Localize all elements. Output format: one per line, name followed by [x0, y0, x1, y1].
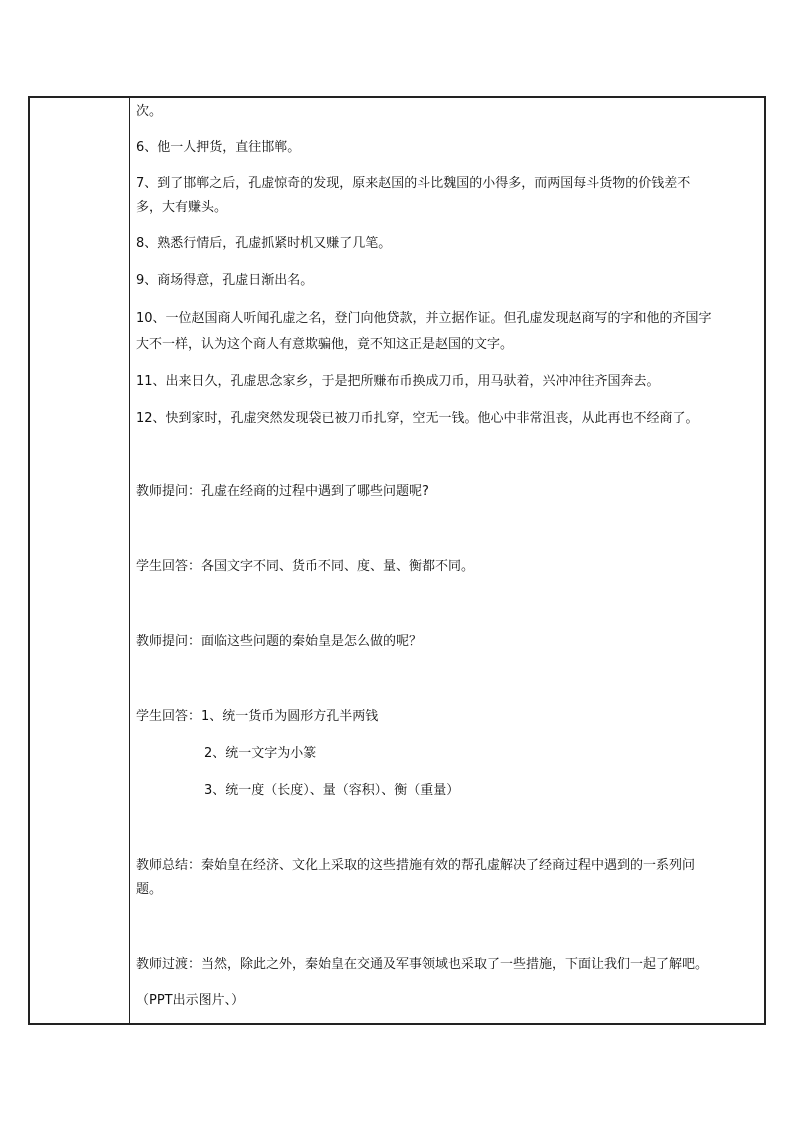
story-item-7-line-2: 多，大有赚头。 [136, 200, 228, 215]
story-item-6: 6、他一人押货，直往邯郸。 [136, 140, 301, 155]
student-answer-2-line-2: 2、统一文字为小篆 [204, 746, 317, 761]
story-item-7-line-1: 7、到了邯郸之后，孔虚惊奇的发现，原来赵国的斗比魏国的小得多，而两国每斗货物的价钱差不 [136, 176, 691, 191]
student-answer-2-line-1: 学生回答：1、统一货币为圆形方孔半两钱 [136, 709, 379, 724]
story-item-9: 9、商场得意，孔虚日渐出名。 [136, 273, 314, 288]
student-answer-1: 学生回答：各国文字不同、货币不同、度、量、衡都不同。 [136, 559, 475, 574]
content-cell [130, 98, 764, 1023]
teacher-summary-line-1: 教师总结：秦始皇在经济、文化上采取的这些措施有效的帮孔虚解决了经商过程中遇到的一系列问 [136, 858, 696, 873]
teacher-question-1: 教师提问：孔虚在经商的过程中遇到了哪些问题呢? [136, 484, 429, 499]
story-item-10-line-1: 10、一位赵国商人听闻孔虚之名，登门向他贷款，并立据作证。但孔虚发现赵商写的字和他的齐国字 [136, 311, 712, 326]
student-answer-2-line-3: 3、统一度（长度）、量（容积）、衡（重量） [204, 783, 460, 798]
story-item-11: 11、出来日久，孔虚思念家乡，于是把所赚布币换成刀币，用马驮着，兴冲冲往齐国奔去。 [136, 374, 660, 389]
continuation-text: 次。 [136, 104, 163, 119]
teacher-summary-line-2: 题。 [136, 882, 163, 897]
story-item-8: 8、熟悉行情后，孔虚抓紧时机又赚了几笔。 [136, 236, 392, 251]
teacher-transition: 教师过渡：当然，除此之外，秦始皇在交通及军事领域也采取了一些措施，下面让我们一起了解吧。 [136, 957, 709, 972]
left-label-cell [30, 98, 130, 1023]
story-item-12: 12、快到家时，孔虚突然发现袋已被刀币扎穿，空无一钱。他心中非常沮丧，从此再也不经商了。 [136, 411, 699, 426]
story-item-10-line-2: 大不一样，认为这个商人有意欺骗他，竟不知这正是赵国的文字。 [136, 337, 514, 352]
lesson-plan-table [28, 96, 766, 1025]
teacher-question-2: 教师提问：面临这些问题的秦始皇是怎么做的呢？ [136, 634, 423, 649]
ppt-note: （PPT出示图片、） [136, 993, 245, 1008]
